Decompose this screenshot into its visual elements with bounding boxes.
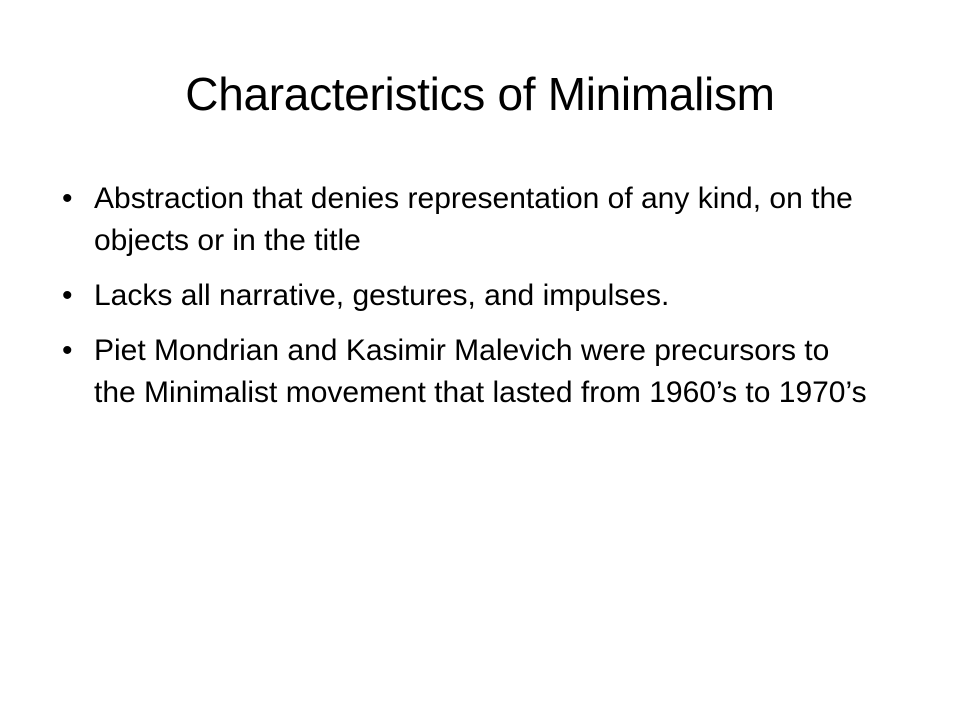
- bullet-text: Piet Mondrian and Kasimir Malevich were precursors to the Minimalist movement that lasted from 1960’s to 1970’s: [94, 334, 867, 409]
- bullet-item: [58, 178, 878, 262]
- bullet-icon: •: [62, 182, 73, 215]
- bullet-icon: •: [62, 334, 73, 367]
- bullet-text: Lacks all narrative, gestures, and impulses.: [94, 279, 670, 312]
- bullet-item: [58, 330, 878, 414]
- slide-title: Characteristics of Minimalism: [185, 68, 775, 120]
- bullet-list: [58, 178, 878, 427]
- bullet-text: Abstraction that denies representation of any kind, on the objects or in the title: [94, 182, 853, 257]
- bullet-item: [58, 275, 878, 317]
- bullet-icon: •: [62, 279, 73, 312]
